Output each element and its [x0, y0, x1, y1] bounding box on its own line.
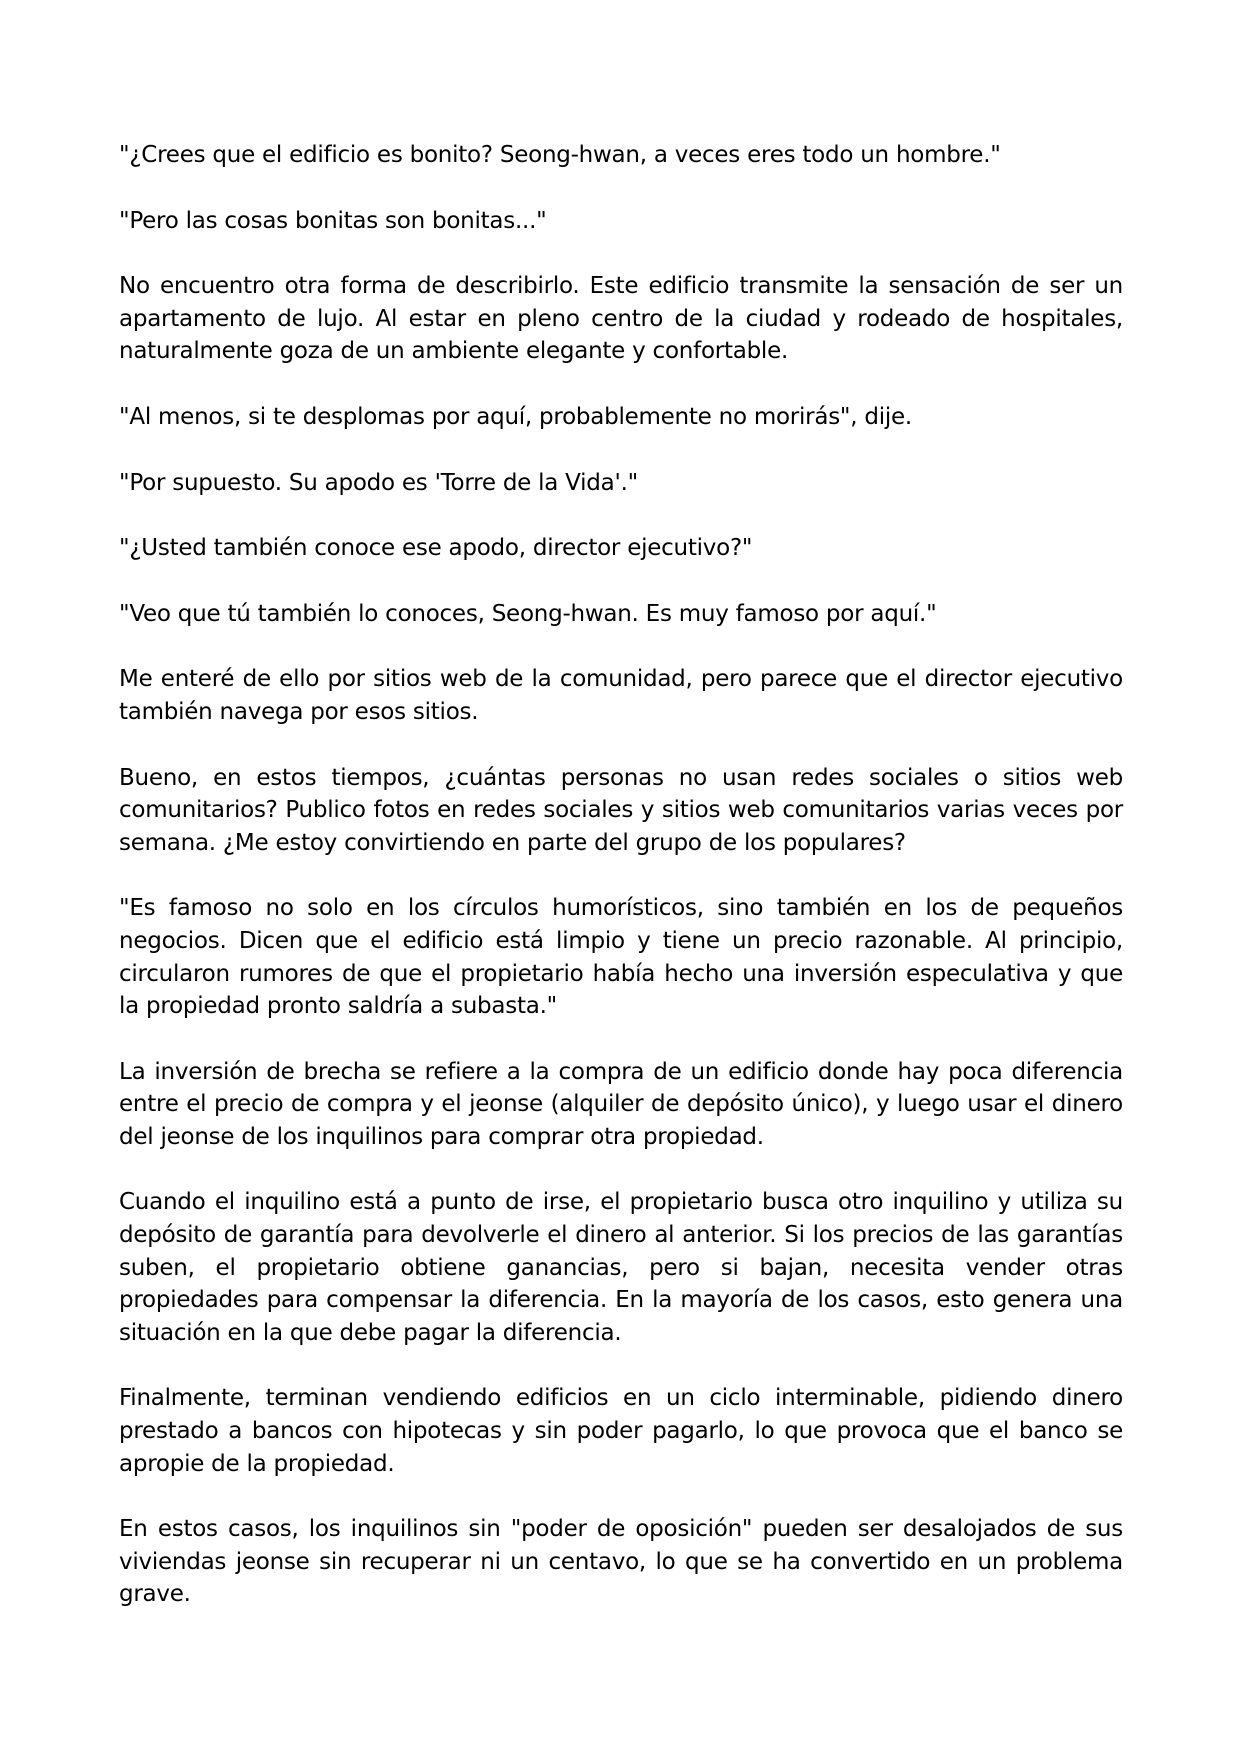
body-text	[119, 139, 1123, 1611]
paragraph: Cuando el inquilino está a punto de irse, el propietario busca otro inquilino y utiliza su depósito de garantía para devolverle el dinero al anterior. Si los precios de las garantías suben, el propietario obtiene ganancias, pero si bajan, necesita vender otras propiedades para compensar la diferencia. En la mayoría de los casos, esto genera una situación en la que debe pagar la diferencia.	[119, 1189, 1123, 1346]
paragraph: Bueno, en estos tiempos, ¿cuántas personas no usan redes sociales o sitios web comunitarios? Publico fotos en redes sociales y sitios web comunitarios varias veces por semana. ¿Me estoy convirtiendo en parte del grupo de los populares?	[119, 764, 1123, 856]
paragraph: "Por supuesto. Su apodo es 'Torre de la Vida'."	[119, 469, 638, 496]
paragraph: Me enteré de ello por sitios web de la comunidad, pero parece que el director ejecutivo también navega por esos sitios.	[119, 666, 1123, 725]
paragraph: "Es famoso no solo en los círculos humorísticos, sino también en los de pequeños negocios. Dicen que el edificio está limpio y tiene un precio razonable. Al principio, circularon rumores de que el propietario había hecho una inversión especulativa y que la propiedad pronto saldría a subasta."	[119, 895, 1123, 1020]
paragraph: En estos casos, los inquilinos sin "poder de oposición" pueden ser desalojados de sus viviendas jeonse sin recuperar ni un centavo, lo que se ha convertido en un problema grave.	[119, 1516, 1123, 1608]
paragraph: "Al menos, si te desplomas por aquí, probablemente no morirás", dije.	[119, 403, 912, 430]
paragraph: "¿Crees que el edificio es bonito? Seong-hwan, a veces eres todo un hombre."	[119, 142, 1001, 168]
paragraph: Finalmente, terminan vendiendo edificios en un ciclo interminable, pidiendo dinero prestado a bancos con hipotecas y sin poder pagarlo, lo que provoca que el banco se apropie de la propiedad.	[119, 1385, 1123, 1477]
paragraph: La inversión de brecha se refiere a la compra de un edificio donde hay poca diferencia entre el precio de compra y el jeonse (alquiler de depósito único), y luego usar el dinero del jeonse de los inquilinos para comprar otra propiedad.	[119, 1058, 1123, 1150]
paragraph: "Pero las cosas bonitas son bonitas..."	[119, 207, 547, 234]
paragraph: No encuentro otra forma de describirlo. Este edificio transmite la sensación de ser un apartamento de lujo. Al estar en pleno centro de la ciudad y rodeado de hospitales, naturalmente goza de un ambiente elegante y confortable.	[119, 273, 1123, 365]
paragraph: "Veo que tú también lo conoces, Seong-hwan. Es muy famoso por aquí."	[119, 600, 937, 627]
paragraph: "¿Usted también conoce ese apodo, director ejecutivo?"	[119, 535, 753, 562]
